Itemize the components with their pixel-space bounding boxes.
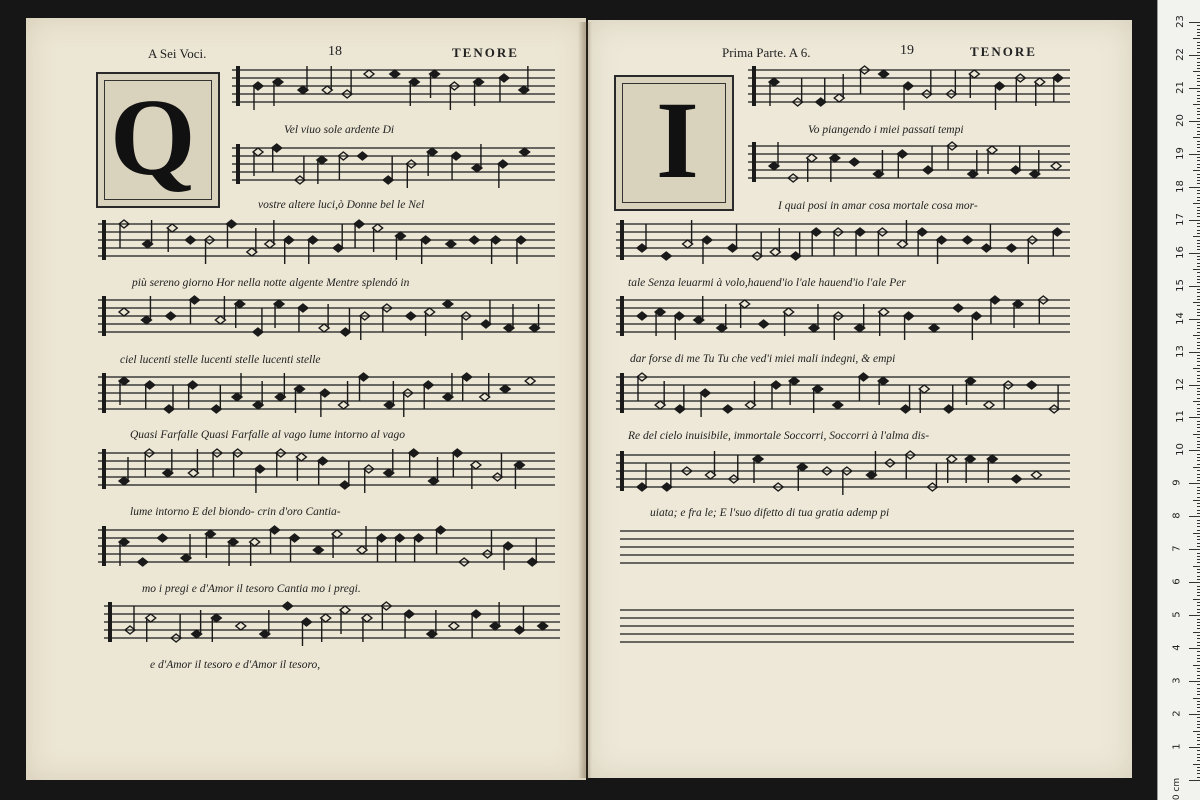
ruler-tick <box>1189 187 1200 188</box>
ruler-tick <box>1193 335 1200 336</box>
ruler-number: 18 <box>1174 179 1186 193</box>
ruler-number: 4 <box>1171 644 1183 651</box>
ruler-tick <box>1189 352 1200 353</box>
ruler-tick <box>1193 533 1200 534</box>
ruler-number: 3 <box>1171 677 1183 684</box>
left-header-text: A Sei Voci. <box>148 46 207 61</box>
ruler-tick <box>1189 154 1200 155</box>
staff <box>98 220 555 264</box>
lyric-line: dar forse di me Tu Tu che ved'i miei mali indegni, & empi <box>630 353 896 365</box>
ruler-tick <box>1193 599 1200 600</box>
ruler-tick <box>1189 747 1200 748</box>
ruler-tick <box>1189 549 1200 550</box>
ruler-tick <box>1193 38 1200 39</box>
ruler-tick <box>1193 236 1200 237</box>
ruler-number: 17 <box>1174 212 1186 226</box>
ruler-number: 8 <box>1171 512 1183 520</box>
lyric-line: ciel lucenti stelle lucenti stelle lucenti stelle <box>120 354 321 366</box>
ruler-tick <box>1193 764 1200 765</box>
ruler-tick <box>1189 483 1200 484</box>
ruler-tick <box>1193 731 1200 732</box>
ruler-number: 22 <box>1174 48 1186 61</box>
ruler-tick <box>1193 500 1200 501</box>
staff <box>620 531 1074 563</box>
ruler-tick <box>1189 55 1200 56</box>
ruler-number: 13 <box>1174 344 1186 358</box>
lyric-line: Vo piangendo i miei passati tempi <box>808 124 964 136</box>
ruler-tick <box>1193 467 1200 468</box>
lyric-line: Vel viuo sole ardente Di <box>284 124 395 136</box>
ruler-tick <box>1193 368 1200 369</box>
ruler-number: 12 <box>1174 377 1186 391</box>
ruler-number: 11 <box>1174 410 1186 424</box>
ruler-tick <box>1193 137 1200 138</box>
ruler-number: 2 <box>1171 710 1183 717</box>
ruler-tick <box>1193 566 1200 567</box>
staff <box>748 142 1070 182</box>
ruler-number: 14 <box>1174 311 1186 325</box>
lyric-line: tale Senza leuarmi à volo,hauend'io l'ale hauend'io l'ale Per <box>628 277 906 289</box>
ruler-number: 23 <box>1174 15 1186 28</box>
left-voice-label: TENORE <box>452 45 519 60</box>
lyric-line: I quai posi in amar cosa mortale cosa mor- <box>778 200 978 212</box>
ruler-tick <box>1193 698 1200 699</box>
lyric-line: più sereno giorno Hor nella notte algente Mentre splendó in <box>132 277 410 289</box>
ruler-tick <box>1189 780 1200 781</box>
lyric-line: mo i pregi e d'Amor il tesoro Cantia mo i pregi. <box>142 583 361 595</box>
ruler-tick <box>1189 220 1200 221</box>
ruler-number: 21 <box>1174 81 1186 94</box>
right-voice-label: TENORE <box>970 44 1037 59</box>
ruler-number: 16 <box>1174 245 1186 259</box>
ruler-tick <box>1193 71 1200 72</box>
staff <box>98 526 555 570</box>
staff <box>616 451 1070 495</box>
ruler-tick <box>1189 582 1200 583</box>
ruler-tick <box>1189 253 1200 254</box>
staff <box>620 610 1074 642</box>
ruler-number: 10 <box>1174 443 1186 457</box>
lyric-line: uiata; e fra le; E l'suo difetto di tua gratia ademp pi <box>650 507 890 519</box>
ruler-tick <box>1193 302 1200 303</box>
right-header-text: Prima Parte. A 6. <box>722 45 811 60</box>
ruler-tick <box>1193 170 1200 171</box>
ruler-tick <box>1189 648 1200 649</box>
ruler-tick <box>1189 385 1200 386</box>
measurement-ruler <box>1157 0 1200 800</box>
staff <box>616 296 1070 340</box>
ruler-tick <box>1193 104 1200 105</box>
staff <box>98 296 555 340</box>
ruler-tick <box>1189 450 1200 451</box>
left-page-number: 18 <box>328 44 342 59</box>
staff <box>748 66 1070 110</box>
ruler-tick <box>1189 22 1200 23</box>
ruler-number: 1 <box>1171 743 1183 750</box>
ruler-tick <box>1189 417 1200 418</box>
ruler-number: 19 <box>1174 146 1186 160</box>
ruler-number: 20 <box>1174 113 1186 127</box>
ruler-number: 5 <box>1171 611 1183 618</box>
staff <box>616 373 1070 417</box>
ruler-number: 7 <box>1171 545 1183 552</box>
ruler-tick <box>1193 401 1200 402</box>
staff <box>98 449 555 493</box>
ruler-tick <box>1189 286 1200 287</box>
ruler-tick <box>1189 615 1200 616</box>
ruler-number: 6 <box>1171 578 1183 585</box>
staff <box>232 66 555 110</box>
staff <box>616 220 1070 264</box>
ruler-tick <box>1189 121 1200 122</box>
lyric-line: lume intorno E del biondo- crin d'oro Cantia- <box>130 506 341 518</box>
ruler-tick <box>1193 434 1200 435</box>
ruler-tick <box>1189 714 1200 715</box>
ruler-tick <box>1189 681 1200 682</box>
staff <box>104 602 560 646</box>
lyric-line: Re del cielo inuisibile, immortale Soccorri, Soccorri à l'alma dis- <box>628 430 930 442</box>
right-page-number: 19 <box>900 43 914 58</box>
ruler-tick <box>1193 203 1200 204</box>
staff <box>98 373 555 417</box>
initial-letter: Q <box>110 76 196 198</box>
ruler-tick <box>1193 632 1200 633</box>
ruler-number: 15 <box>1174 278 1186 292</box>
ruler-tick <box>1193 269 1200 270</box>
staff <box>232 144 555 188</box>
ruler-unit: 0 cm <box>1172 777 1183 800</box>
ruler-tick <box>1193 665 1200 666</box>
ruler-tick <box>1189 516 1200 517</box>
ruler-tick <box>1189 88 1200 89</box>
lyric-line: Quasi Farfalle Quasi Farfalle al vago lume intorno al vago <box>130 429 406 441</box>
lyric-line: vostre altere luci,ò Donne bel le Nel <box>258 199 425 211</box>
ruler-number: 9 <box>1171 479 1183 487</box>
initial-letter: I <box>656 79 699 201</box>
ruler-tick <box>1189 319 1200 320</box>
lyric-line: e d'Amor il tesoro e d'Amor il tesoro, <box>150 659 321 671</box>
